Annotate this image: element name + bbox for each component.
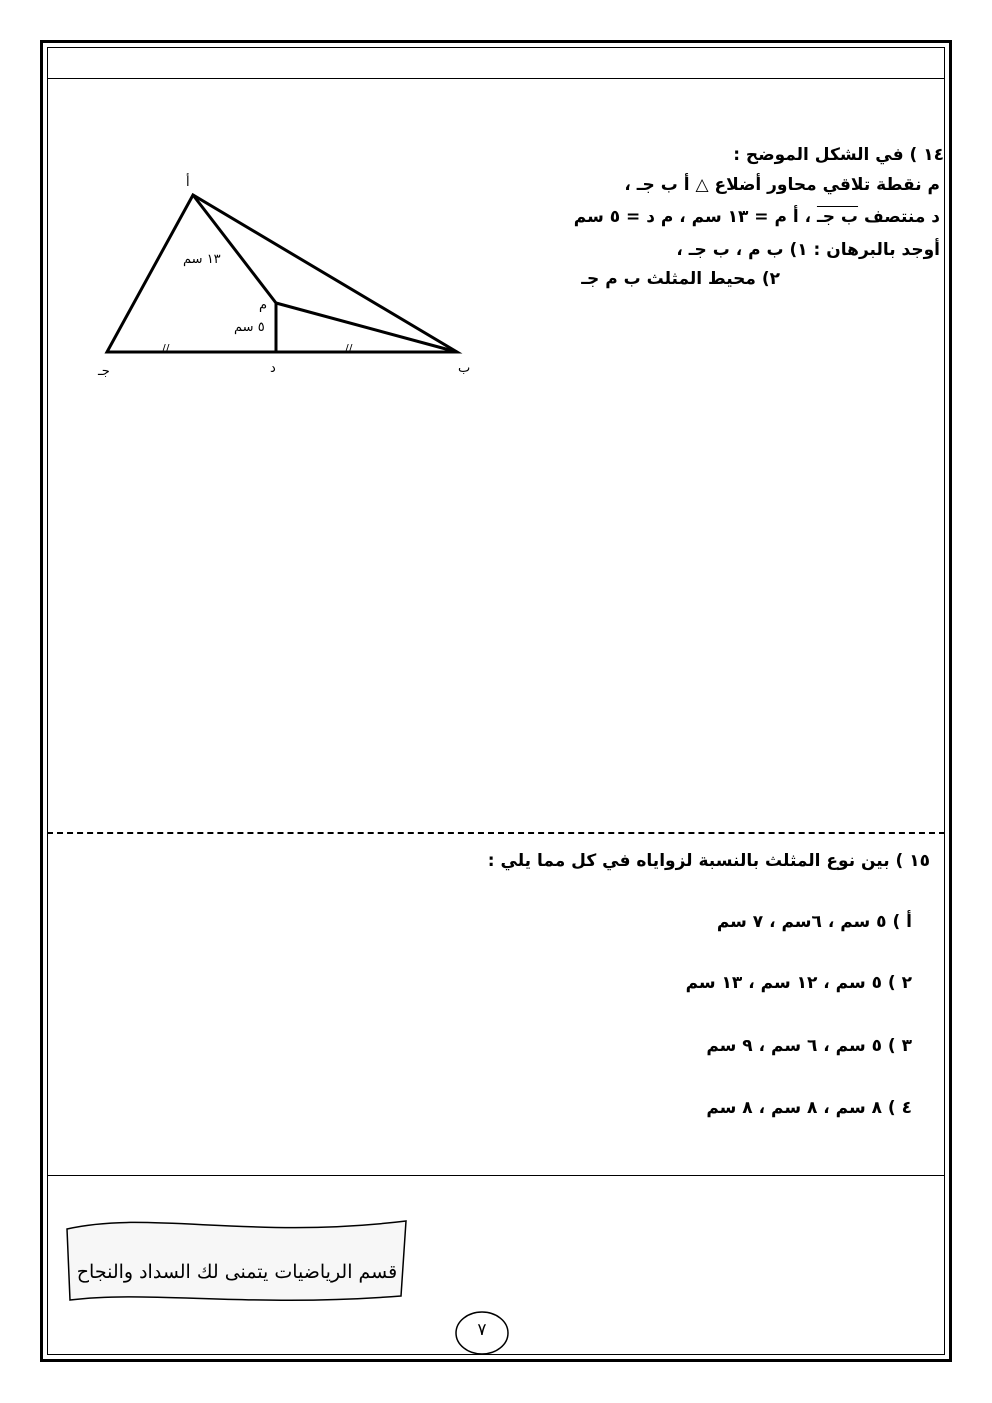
label-b: ب (458, 361, 471, 376)
triangle-abc (107, 195, 457, 352)
label-d: د (270, 361, 276, 376)
q14-line-5: ٢) محيط المثلث ب م جـ (581, 269, 780, 289)
q14-line-3-a: د منتصف (863, 207, 940, 227)
q14-line-2-a: م نقطة تلاقي محاور أضلاع (714, 175, 940, 195)
tick-mark-db: // (345, 342, 353, 355)
footer-banner-text: قسم الرياضيات يتمنى لك السداد والنجاح (76, 1261, 398, 1283)
segment-bc: ب جـ (816, 207, 859, 227)
q14-line-1: ١٤ ) في الشكل الموضح : (733, 145, 944, 165)
tick-mark-dc: // (162, 342, 170, 355)
label-am-length: ١٣ سم (183, 252, 221, 267)
segment-am (193, 195, 276, 303)
q15-item-1: أ ) ٥ سم ، ٦سم ، ٧ سم (716, 912, 912, 932)
q14-line-4: أوجد بالبرهان : ١) ب م ، ب جـ ، (676, 240, 940, 260)
q15-item-2: ٢ ) ٥ سم ، ١٢ سم ، ١٣ سم (685, 973, 912, 993)
label-m: م (259, 298, 268, 313)
segment-mb (276, 303, 457, 352)
label-c: جـ (98, 364, 110, 379)
label-md-length: ٥ سم (234, 320, 265, 335)
q15-title: ١٥ ) بين نوع المثلث بالنسبة لزواياه في كل مما يلي : (487, 851, 930, 871)
label-a: أ (186, 175, 190, 190)
page-number: ٧ (477, 1320, 487, 1340)
q15-item-3: ٣ ) ٥ سم ، ٦ سم ، ٩ سم (706, 1036, 912, 1056)
q14-line-2-b: أ ب جـ ، (624, 175, 690, 195)
q14-line-3-b: ، أ م = ١٣ سم ، م د = ٥ سم (573, 207, 812, 227)
q15-item-4: ٤ ) ٨ سم ، ٨ سم ، ٨ سم (706, 1098, 912, 1118)
triangle-symbol-icon: △ (695, 175, 709, 195)
